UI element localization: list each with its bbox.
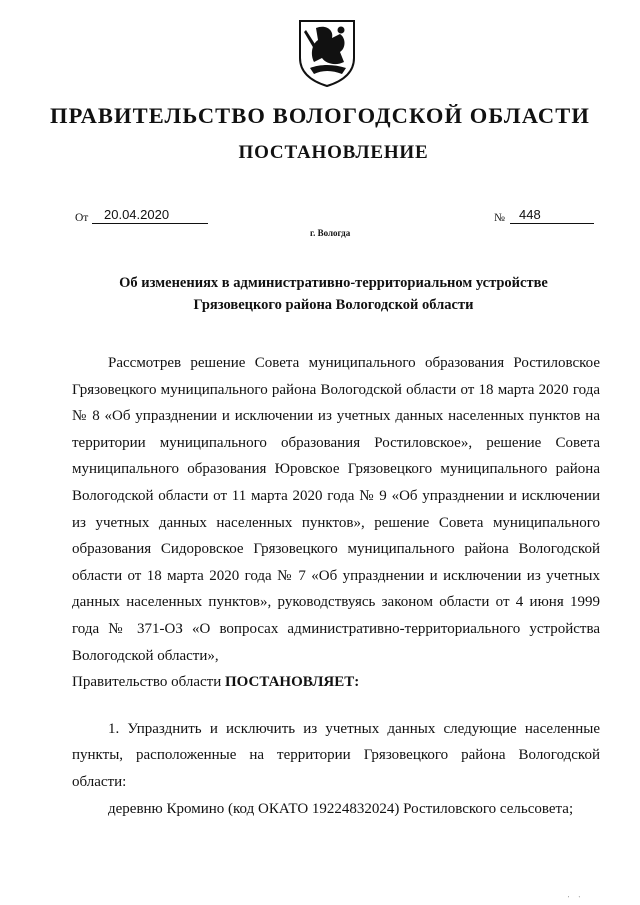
document-city: г. Вологда <box>310 228 351 238</box>
organization-title: ПРАВИТЕЛЬСТВО ВОЛОГОДСКОЙ ОБЛАСТИ <box>50 103 590 128</box>
item-1-village: деревню Кромино (код ОКАТО 19224832024) Ростиловского сельсовета; <box>108 800 574 817</box>
resolution-keyword: ПОСТАНОВЛЯЕТ: <box>224 674 360 691</box>
document-date: 20.04.2020 <box>92 207 208 224</box>
scan-marks: ' ' <box>568 896 584 902</box>
document-type: ПОСТАНОВЛЕНИЕ <box>238 142 429 163</box>
item-1-paragraph: 1. Упразднить и исключить из учетных данных следующие населенные пункты, расположенные на территории Грязовецкого района Вологодской области: <box>72 720 600 790</box>
document-body <box>72 350 600 822</box>
document-subject <box>0 272 640 316</box>
subject-line-1: Об изменениях в административно-территориальном устройстве <box>119 275 548 291</box>
preamble-paragraph: Рассмотрев решение Совета муниципального образования Ростиловское Грязовецкого муниципального района Вологодской области от 18 марта 2020 года № 8 «Об упразднении и исключении из учетных данных населенных пунктов на территории муниципального образования Ростиловское», решение Совета муниципального образования Юровское Грязовецкого муниципального района Вологодской области от 11 марта 2020 года № 9 «Об упразднении и исключении из учетных данных населенных пунктов», решение Совета муниципального образования Сидоровское Грязовецкого муниципального района Вологодской области от 18 марта 2020 года № 7 «Об упразднении и исключении из учетных данных населенных пунктов», руководствуясь законом области от 4 июня 1999 года № 371-ОЗ «О вопросах административно-территориального устройства Вологодской области», <box>72 355 600 664</box>
coat-of-arms-icon <box>296 18 358 88</box>
resolution-prefix: Правительство области <box>72 674 225 691</box>
resolution-paragraph <box>72 669 600 696</box>
number-label: № <box>494 212 505 224</box>
document-number: 448 <box>510 207 594 224</box>
date-label: От <box>75 212 89 224</box>
subject-line-2: Грязовецкого района Вологодской области <box>193 297 474 313</box>
